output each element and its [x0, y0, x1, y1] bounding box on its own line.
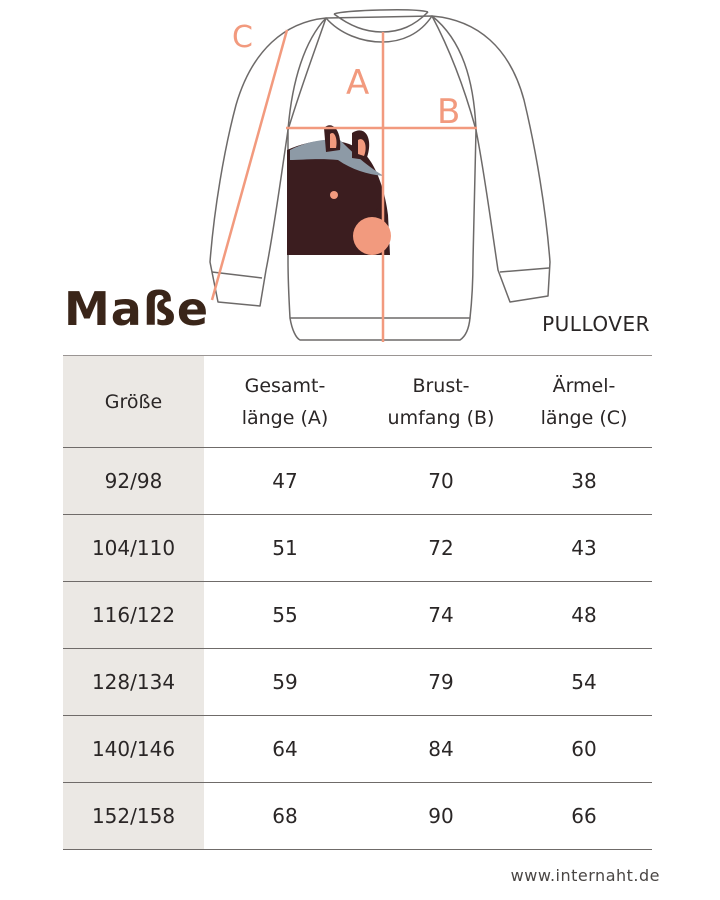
total-length-cell: 55 [204, 582, 366, 649]
page-title: Maße [64, 282, 210, 336]
table-row [63, 783, 652, 850]
sleeve-length-cell: 54 [516, 649, 652, 716]
total-length-cell: 47 [204, 448, 366, 515]
total-length-cell: 68 [204, 783, 366, 850]
table-row [63, 649, 652, 716]
sleeve-length-cell: 48 [516, 582, 652, 649]
header-sleeve-length: Ärmel- länge (C) [516, 356, 652, 448]
chest-width-cell: 70 [366, 448, 516, 515]
table-row [63, 515, 652, 582]
table-row [63, 582, 652, 649]
chest-width-cell: 79 [366, 649, 516, 716]
measure-label-a: A [346, 63, 370, 103]
measure-label-c: C [232, 20, 253, 55]
total-length-cell: 59 [204, 649, 366, 716]
chest-width-cell: 74 [366, 582, 516, 649]
website-link[interactable]: www.internaht.de [510, 866, 660, 885]
table-header-row [63, 356, 652, 448]
sleeve-length-cell: 43 [516, 515, 652, 582]
sleeve-length-cell: 66 [516, 783, 652, 850]
header-chest-width: Brust- umfang (B) [366, 356, 516, 448]
sleeve-length-cell: 38 [516, 448, 652, 515]
header-total-length: Gesamt- länge (A) [204, 356, 366, 448]
size-cell: 104/110 [63, 515, 204, 582]
table-row [63, 716, 652, 783]
size-cell: 116/122 [63, 582, 204, 649]
sleeve-length-cell: 60 [516, 716, 652, 783]
garment-type-label: PULLOVER [542, 312, 650, 336]
size-cell: 128/134 [63, 649, 204, 716]
size-cell: 152/158 [63, 783, 204, 850]
size-cell: 140/146 [63, 716, 204, 783]
table-row [63, 448, 652, 515]
header-size: Größe [63, 356, 204, 448]
total-length-cell: 51 [204, 515, 366, 582]
measure-label-b: B [437, 92, 461, 132]
size-cell: 92/98 [63, 448, 204, 515]
chest-width-cell: 84 [366, 716, 516, 783]
total-length-cell: 64 [204, 716, 366, 783]
chest-width-cell: 90 [366, 783, 516, 850]
size-chart-table [63, 355, 652, 850]
chest-width-cell: 72 [366, 515, 516, 582]
